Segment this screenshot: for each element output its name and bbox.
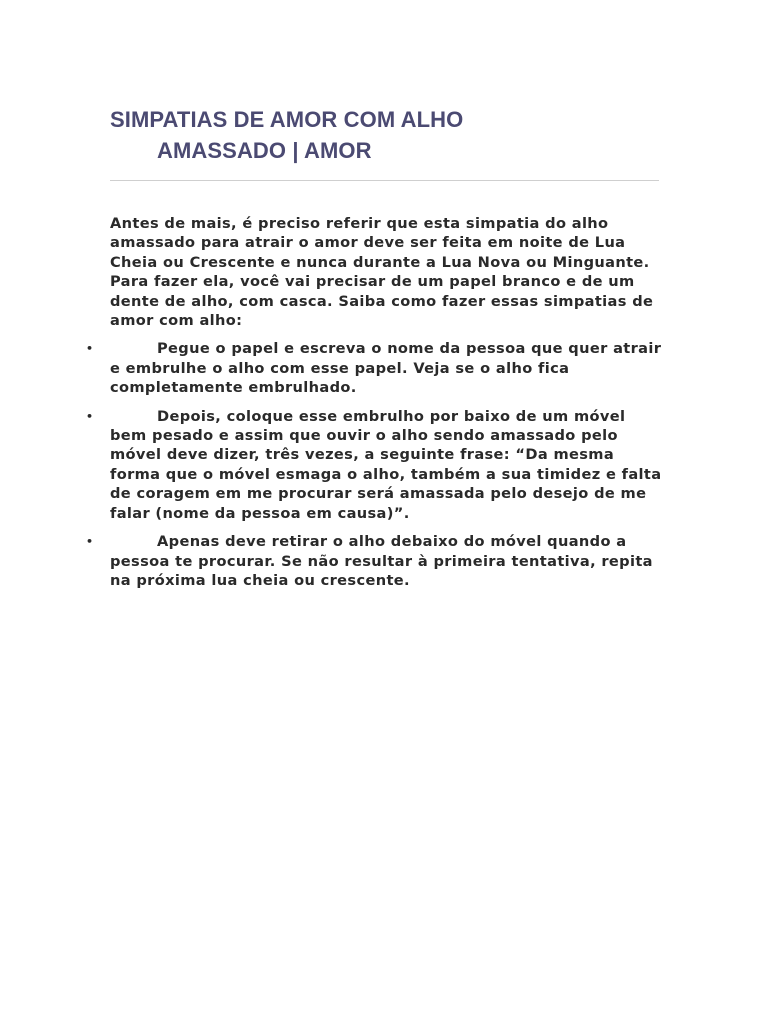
title-line-2: AMASSADO | AMOR	[157, 138, 372, 163]
list-item	[86, 532, 665, 590]
bullet-icon: •	[86, 409, 94, 423]
instructions-list	[86, 339, 665, 590]
list-item-text: Pegue o papel e escreva o nome da pessoa que quer atrair e embrulhe o alho com esse papel. Veja se o alho fica completamente embrulhado.	[110, 340, 662, 397]
document-body	[86, 214, 665, 599]
list-item-text: Depois, coloque esse embrulho por baixo de um móvel bem pesado e assim que ouvir o alho sendo amassado pelo móvel deve dizer, três vezes, a seguinte frase: “Da mesma forma que o móvel esmaga o alho, também a sua timidez e falta de coragem em me procurar será amassada pelo desejo de me falar (nome da pessoa em causa)”.	[110, 407, 662, 522]
intro-paragraph: Antes de mais, é preciso referir que esta simpatia do alho amassado para atrair o amor deve ser feita em noite de Lua Cheia ou Crescente e nunca durante a Lua Nova ou Minguante. Para fazer ela, você vai precisar de um papel branco e de um dente de alho, com casca. Saiba como fazer essas simpatias de amor com alho:	[110, 215, 654, 330]
list-item	[86, 339, 665, 397]
title-line-1: SIMPATIAS DE AMOR COM ALHO	[110, 107, 464, 132]
bullet-icon: •	[86, 535, 94, 549]
list-item	[86, 407, 665, 523]
title-divider	[110, 180, 659, 181]
document-title	[110, 104, 670, 166]
list-item-text: Apenas deve retirar o alho debaixo do móvel quando a pessoa te procurar. Se não resultar à primeira tentativa, repita na próxima lua cheia ou crescente.	[110, 533, 653, 589]
bullet-icon: •	[86, 342, 94, 356]
